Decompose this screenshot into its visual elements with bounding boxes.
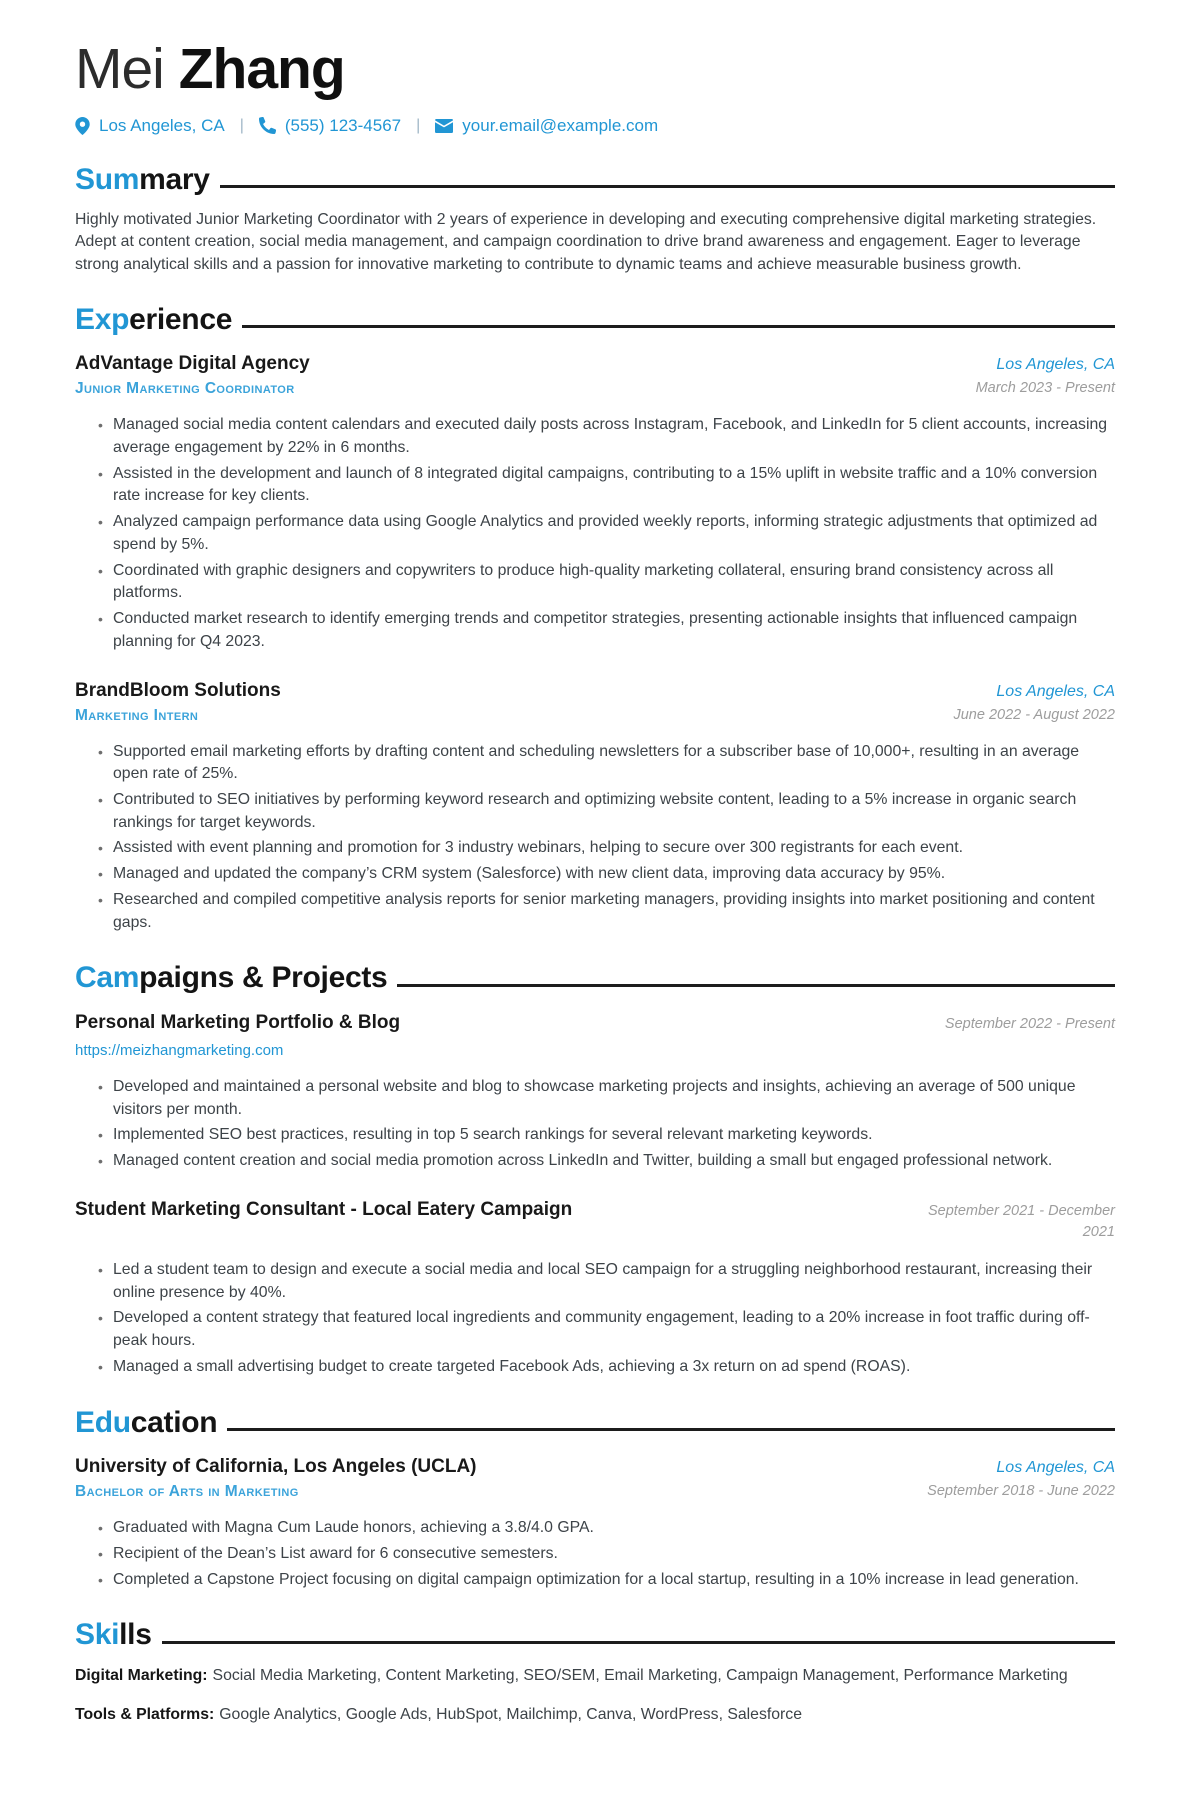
job-bullet: • Conducted market research to identify emerging trends and competitor strategies, presenting actionable insights that influenced campaign planning for Q4 2023.	[113, 608, 1115, 653]
heading-rule	[162, 1641, 1115, 1644]
location-pin-icon	[75, 117, 90, 135]
job-bullet-list	[75, 741, 1115, 935]
job-bullet: • Managed social media content calendars and executed daily posts across Instagram, Facebook, and LinkedIn for 5 client accounts, increasing average engagement by 22% in 6 months.	[113, 414, 1115, 459]
experience-title: Experience	[75, 302, 233, 336]
heading-rule	[397, 984, 1115, 987]
project-bullet: • Led a student team to design and execute a social media and local SEO campaign for a struggling neighborhood restaurant, increasing their online presence by 40%.	[113, 1259, 1115, 1304]
skill-group-label: Digital Marketing:	[75, 1666, 208, 1684]
entry-header	[75, 353, 1115, 375]
entry-subheader	[75, 707, 1115, 725]
projects-heading	[75, 962, 1115, 994]
job-bullet: • Assisted with event planning and promotion for 3 industry webinars, helping to secure over 300 registrants for each event.	[113, 837, 1115, 860]
job-title: Marketing Intern	[75, 706, 199, 724]
experience-entry	[75, 353, 1115, 653]
experience-heading	[75, 304, 1115, 336]
education-bullet: • Graduated with Magna Cum Laude honors, achieving a 3.8/4.0 GPA.	[113, 1517, 1115, 1540]
job-bullet: • Assisted in the development and launch of 8 integrated digital campaigns, contributing to a 15% uplift in website traffic and a 10% conversion rate increase for key clients.	[113, 463, 1115, 508]
first-name: Mei	[75, 37, 164, 101]
section-experience	[75, 304, 1115, 935]
entry-header	[75, 680, 1115, 702]
entry-subheader	[75, 380, 1115, 398]
envelope-icon	[435, 119, 453, 133]
education-bullet: • Recipient of the Dean’s List award for 6 consecutive semesters.	[113, 1543, 1115, 1566]
education-title: Education	[75, 1405, 218, 1439]
school-name: University of California, Los Angeles (UCLA)	[75, 1456, 477, 1478]
email-text: your.email@example.com	[462, 115, 659, 135]
project-dates: September 2021 - December 2021	[928, 1202, 1115, 1240]
project-name: Student Marketing Consultant - Local Eatery Campaign	[75, 1198, 573, 1220]
projects-title: Campaigns & Projects	[75, 961, 388, 995]
project-bullet: • Developed a content strategy that featured local ingredients and community engagement, leading to a 20% increase in foot traffic during off-peak hours.	[113, 1307, 1115, 1352]
skill-group-digital-marketing	[75, 1665, 1115, 1688]
section-education	[75, 1407, 1115, 1592]
entry-subheader	[75, 1483, 1115, 1501]
job-bullet: • Coordinated with graphic designers and copywriters to produce high-quality marketing collateral, ensuring brand consistency across all platforms.	[113, 560, 1115, 605]
entry-header	[75, 1012, 1115, 1034]
job-bullet-list	[75, 414, 1115, 653]
company-name: BrandBloom Solutions	[75, 679, 281, 701]
skill-group-text: Google Analytics, Google Ads, HubSpot, Mailchimp, Canva, WordPress, Salesforce	[219, 1705, 802, 1723]
education-dates: September 2018 - June 2022	[927, 1483, 1115, 1500]
education-bullet: • Completed a Capstone Project focusing on digital campaign optimization for a local startup, resulting in a 10% increase in lead generation.	[113, 1569, 1115, 1592]
company-location: Los Angeles, CA	[996, 682, 1115, 700]
skills-heading	[75, 1619, 1115, 1651]
heading-rule	[220, 185, 1115, 188]
entry-header	[75, 1199, 1115, 1243]
phone-text: (555) 123-4567	[284, 115, 402, 135]
contact-row	[75, 116, 1115, 136]
section-summary	[75, 164, 1115, 276]
summary-heading	[75, 164, 1115, 196]
project-entry	[75, 1199, 1115, 1379]
education-bullet-list	[75, 1517, 1115, 1591]
contact-phone	[259, 116, 401, 136]
heading-rule	[242, 325, 1115, 328]
project-bullet: • Managed content creation and social media promotion across LinkedIn and Twitter, building a small but engaged professional network.	[113, 1150, 1115, 1173]
job-bullet: • Contributed to SEO initiatives by performing keyword research and optimizing website content, leading to a 5% increase in organic search rankings for target keywords.	[113, 789, 1115, 834]
heading-rule	[227, 1428, 1115, 1431]
location-text: Los Angeles, CA	[99, 115, 225, 135]
person-name	[75, 37, 1115, 101]
skill-group-label: Tools & Platforms:	[75, 1705, 215, 1723]
project-link[interactable]: https://meizhangmarketing.com	[75, 1041, 284, 1059]
company-location: Los Angeles, CA	[996, 356, 1115, 374]
contact-email[interactable]	[435, 116, 658, 136]
summary-title: Summary	[75, 162, 210, 196]
school-location: Los Angeles, CA	[996, 1459, 1115, 1477]
project-entry	[75, 1012, 1115, 1173]
project-bullet-list	[75, 1259, 1115, 1379]
section-projects	[75, 962, 1115, 1378]
job-dates: June 2022 - August 2022	[953, 706, 1115, 723]
company-name: AdVantage Digital Agency	[75, 353, 310, 375]
job-bullet: • Supported email marketing efforts by drafting content and scheduling newsletters for a subscriber base of 10,000+, resulting in an average open rate of 25%.	[113, 741, 1115, 786]
degree-name: Bachelor of Arts in Marketing	[75, 1483, 299, 1501]
summary-text: Highly motivated Junior Marketing Coordinator with 2 years of experience in developing and executing comprehensive digital marketing strategies. Adept at content creation, social media management, and campaign coordination to drive brand awareness and engagement. Eager to leverage strong analytical skills and a passion for innovative marketing to contribute to dynamic teams and achieve measurable business growth.	[75, 211, 1097, 273]
last-name: Zhang	[178, 37, 345, 101]
project-bullet: • Implemented SEO best practices, resulting in top 5 search rankings for several relevant marketing keywords.	[113, 1124, 1115, 1147]
contact-separator: |	[416, 116, 421, 134]
education-entry	[75, 1456, 1115, 1591]
experience-entry	[75, 680, 1115, 935]
contact-separator: |	[239, 116, 244, 134]
phone-icon	[259, 117, 276, 134]
project-bullet-list	[75, 1076, 1115, 1173]
project-dates: September 2022 - Present	[944, 1015, 1115, 1032]
section-skills	[75, 1619, 1115, 1726]
project-name: Personal Marketing Portfolio & Blog	[75, 1011, 401, 1033]
skills-title: Skills	[75, 1618, 152, 1652]
contact-location	[75, 116, 225, 136]
project-bullet: • Developed and maintained a personal website and blog to showcase marketing projects and insights, achieving an average of 500 unique visitors per month.	[113, 1076, 1115, 1121]
resume-header	[75, 37, 1115, 136]
job-title: Junior Marketing Coordinator	[75, 380, 295, 398]
job-bullet: • Analyzed campaign performance data using Google Analytics and provided weekly reports, informing strategic adjustments that optimized ad spend by 5%.	[113, 511, 1115, 556]
education-heading	[75, 1407, 1115, 1439]
skill-group-text: Social Media Marketing, Content Marketing, SEO/SEM, Email Marketing, Campaign Management, Performance Marketing	[212, 1666, 1068, 1684]
entry-header	[75, 1456, 1115, 1478]
job-dates: March 2023 - Present	[975, 380, 1115, 397]
job-bullet: • Managed and updated the company’s CRM system (Salesforce) with new client data, improving data accuracy by 95%.	[113, 863, 1115, 886]
job-bullet: • Researched and compiled competitive analysis reports for senior marketing managers, providing insights into market positioning and content gaps.	[113, 889, 1115, 934]
skill-group-tools-platforms	[75, 1704, 1115, 1727]
project-bullet: • Managed a small advertising budget to create targeted Facebook Ads, achieving a 3x return on ad spend (ROAS).	[113, 1356, 1115, 1379]
